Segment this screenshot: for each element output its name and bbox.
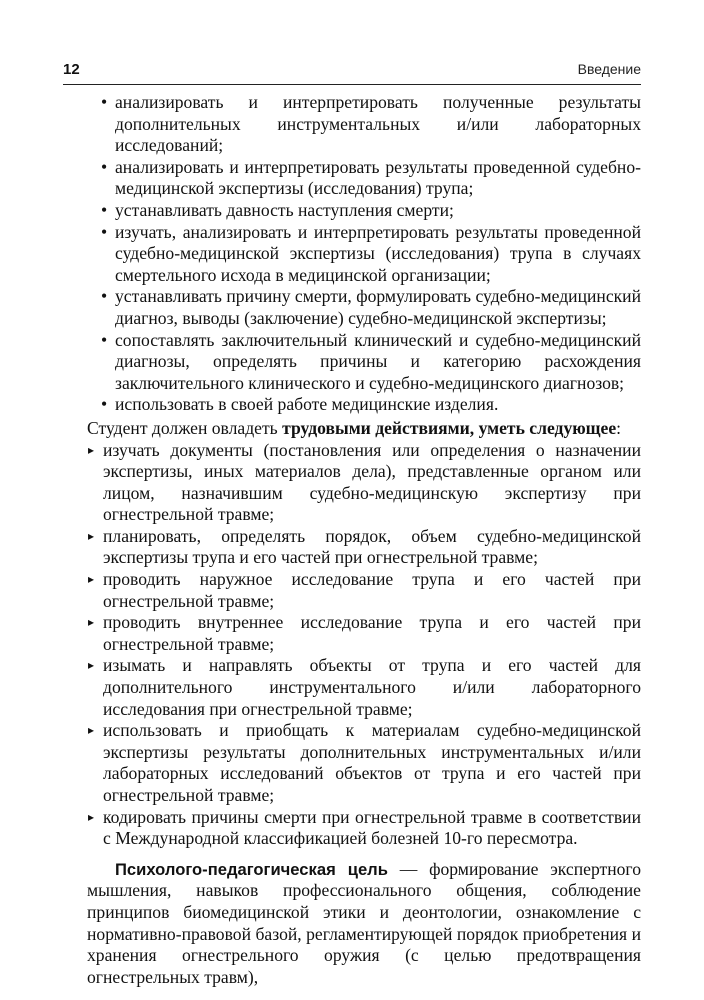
actions-intro-bold: трудовыми действиями, уметь следующее xyxy=(282,417,617,438)
list-item xyxy=(87,330,641,395)
bullet-dot-icon: • xyxy=(101,221,108,242)
list-item-text: проводить наружное исследование трупа и его частей при огнестрельной травме; xyxy=(103,569,641,611)
list-item xyxy=(87,92,641,157)
page-number: 12 xyxy=(63,61,80,78)
list-item xyxy=(87,157,641,200)
bullet-dot-icon: • xyxy=(101,286,108,307)
list-item-text: использовать и приобщать к материалам судебно-медицинской экспертизы результаты дополнительных инструментальных и/или лабораторных исследований объектов от трупа и его частей при огнестрельной травме; xyxy=(103,720,641,805)
list-item-text: использовать в своей работе медицинские изделия. xyxy=(115,394,499,415)
running-header xyxy=(63,60,641,85)
list-item xyxy=(87,200,641,222)
bullet-arrow-icon: ▸ xyxy=(88,528,95,543)
list-item xyxy=(87,569,641,612)
list-item xyxy=(87,807,641,850)
goal-paragraph xyxy=(87,859,641,989)
goal-label: Психолого-педагогическая цель xyxy=(115,859,388,879)
list-item xyxy=(87,655,641,720)
bullet-arrow-icon: ▸ xyxy=(88,723,95,738)
bullet-arrow-icon: ▸ xyxy=(88,658,95,673)
list-item-text: изучать, анализировать и интерпретировать результаты проведенной судебно-медицинской экспертизы (исследования) трупа в случаях смертельного исхода в медицинской организации; xyxy=(115,221,641,285)
bullet-dot-icon: • xyxy=(101,329,108,350)
bullet-dot-icon: • xyxy=(101,156,108,177)
list-item-text: изымать и направлять объекты от трупа и его частей для дополнительного инструментального и/или лабораторного исследования при огнестрельной травме; xyxy=(103,655,641,719)
list-item-text: кодировать причины смерти при огнестрельной травме в соответствии с Международной классификацией болезней 10-го пересмотра. xyxy=(103,806,641,849)
bullet-arrow-icon: ▸ xyxy=(88,572,95,587)
bullet-dot-icon: • xyxy=(101,394,108,415)
list-item xyxy=(87,222,641,287)
list-item-text: сопоставлять заключительный клинический и судебно-медицинский диагнозы, определять причины и категорию расхождения заключительного клинического и судебно-медицинского диагнозов; xyxy=(115,329,641,393)
actions-intro xyxy=(87,418,641,440)
bullet-arrow-icon: ▸ xyxy=(88,809,95,824)
bullet-dot-icon: • xyxy=(101,199,108,220)
actions-intro-prefix: Студент должен овладеть xyxy=(87,417,283,438)
goal-text: — формирование экспертного мышления, навыков профессионального общения, соблюдение принципов биомедицинской этики и деонтологии, ознакомление с нормативно-правовой базой, регламентирующей порядок приобретения и хранения огнестрельного оружия (с целью предотвращения огнестрельных травм), xyxy=(87,858,641,987)
list-item-text: изучать документы (постановления или определения о назначении экспертизы, иных материалов дела), представленные органом или лицом, назначившим судебно-медицинскую экспертизу при огнестрельной травме; xyxy=(103,439,641,525)
bullet-arrow-icon: ▸ xyxy=(88,615,95,630)
list-item-text: устанавливать давность наступления смерти; xyxy=(115,199,454,220)
skills-list xyxy=(87,92,641,416)
list-item xyxy=(87,526,641,569)
list-item xyxy=(87,286,641,329)
list-item xyxy=(87,612,641,655)
list-item-text: анализировать и интерпретировать результаты проведенной судебно-медицинской экспертизы (исследования) трупа; xyxy=(115,156,641,199)
list-item xyxy=(87,394,641,416)
list-item xyxy=(87,440,641,526)
list-item xyxy=(87,720,641,806)
list-item-text: планировать, определять порядок, объем судебно-медицинской экспертизы трупа и его частей при огнестрельной травме; xyxy=(103,525,641,568)
actions-list xyxy=(87,440,641,850)
bullet-arrow-icon: ▸ xyxy=(88,442,95,457)
page-body xyxy=(87,92,641,988)
actions-intro-suffix: : xyxy=(616,417,622,438)
section-title: Введение xyxy=(577,61,641,77)
list-item-text: анализировать и интерпретировать полученные результаты дополнительных инструментальных и/или лабораторных исследований; xyxy=(115,92,641,156)
bullet-dot-icon: • xyxy=(101,92,108,112)
list-item-text: устанавливать причину смерти, формулировать судебно-медицинский диагноз, выводы (заключение) судебно-медицинской экспертизы; xyxy=(115,286,641,328)
list-item-text: проводить внутреннее исследование трупа и его частей при огнестрельной травме; xyxy=(103,612,641,654)
